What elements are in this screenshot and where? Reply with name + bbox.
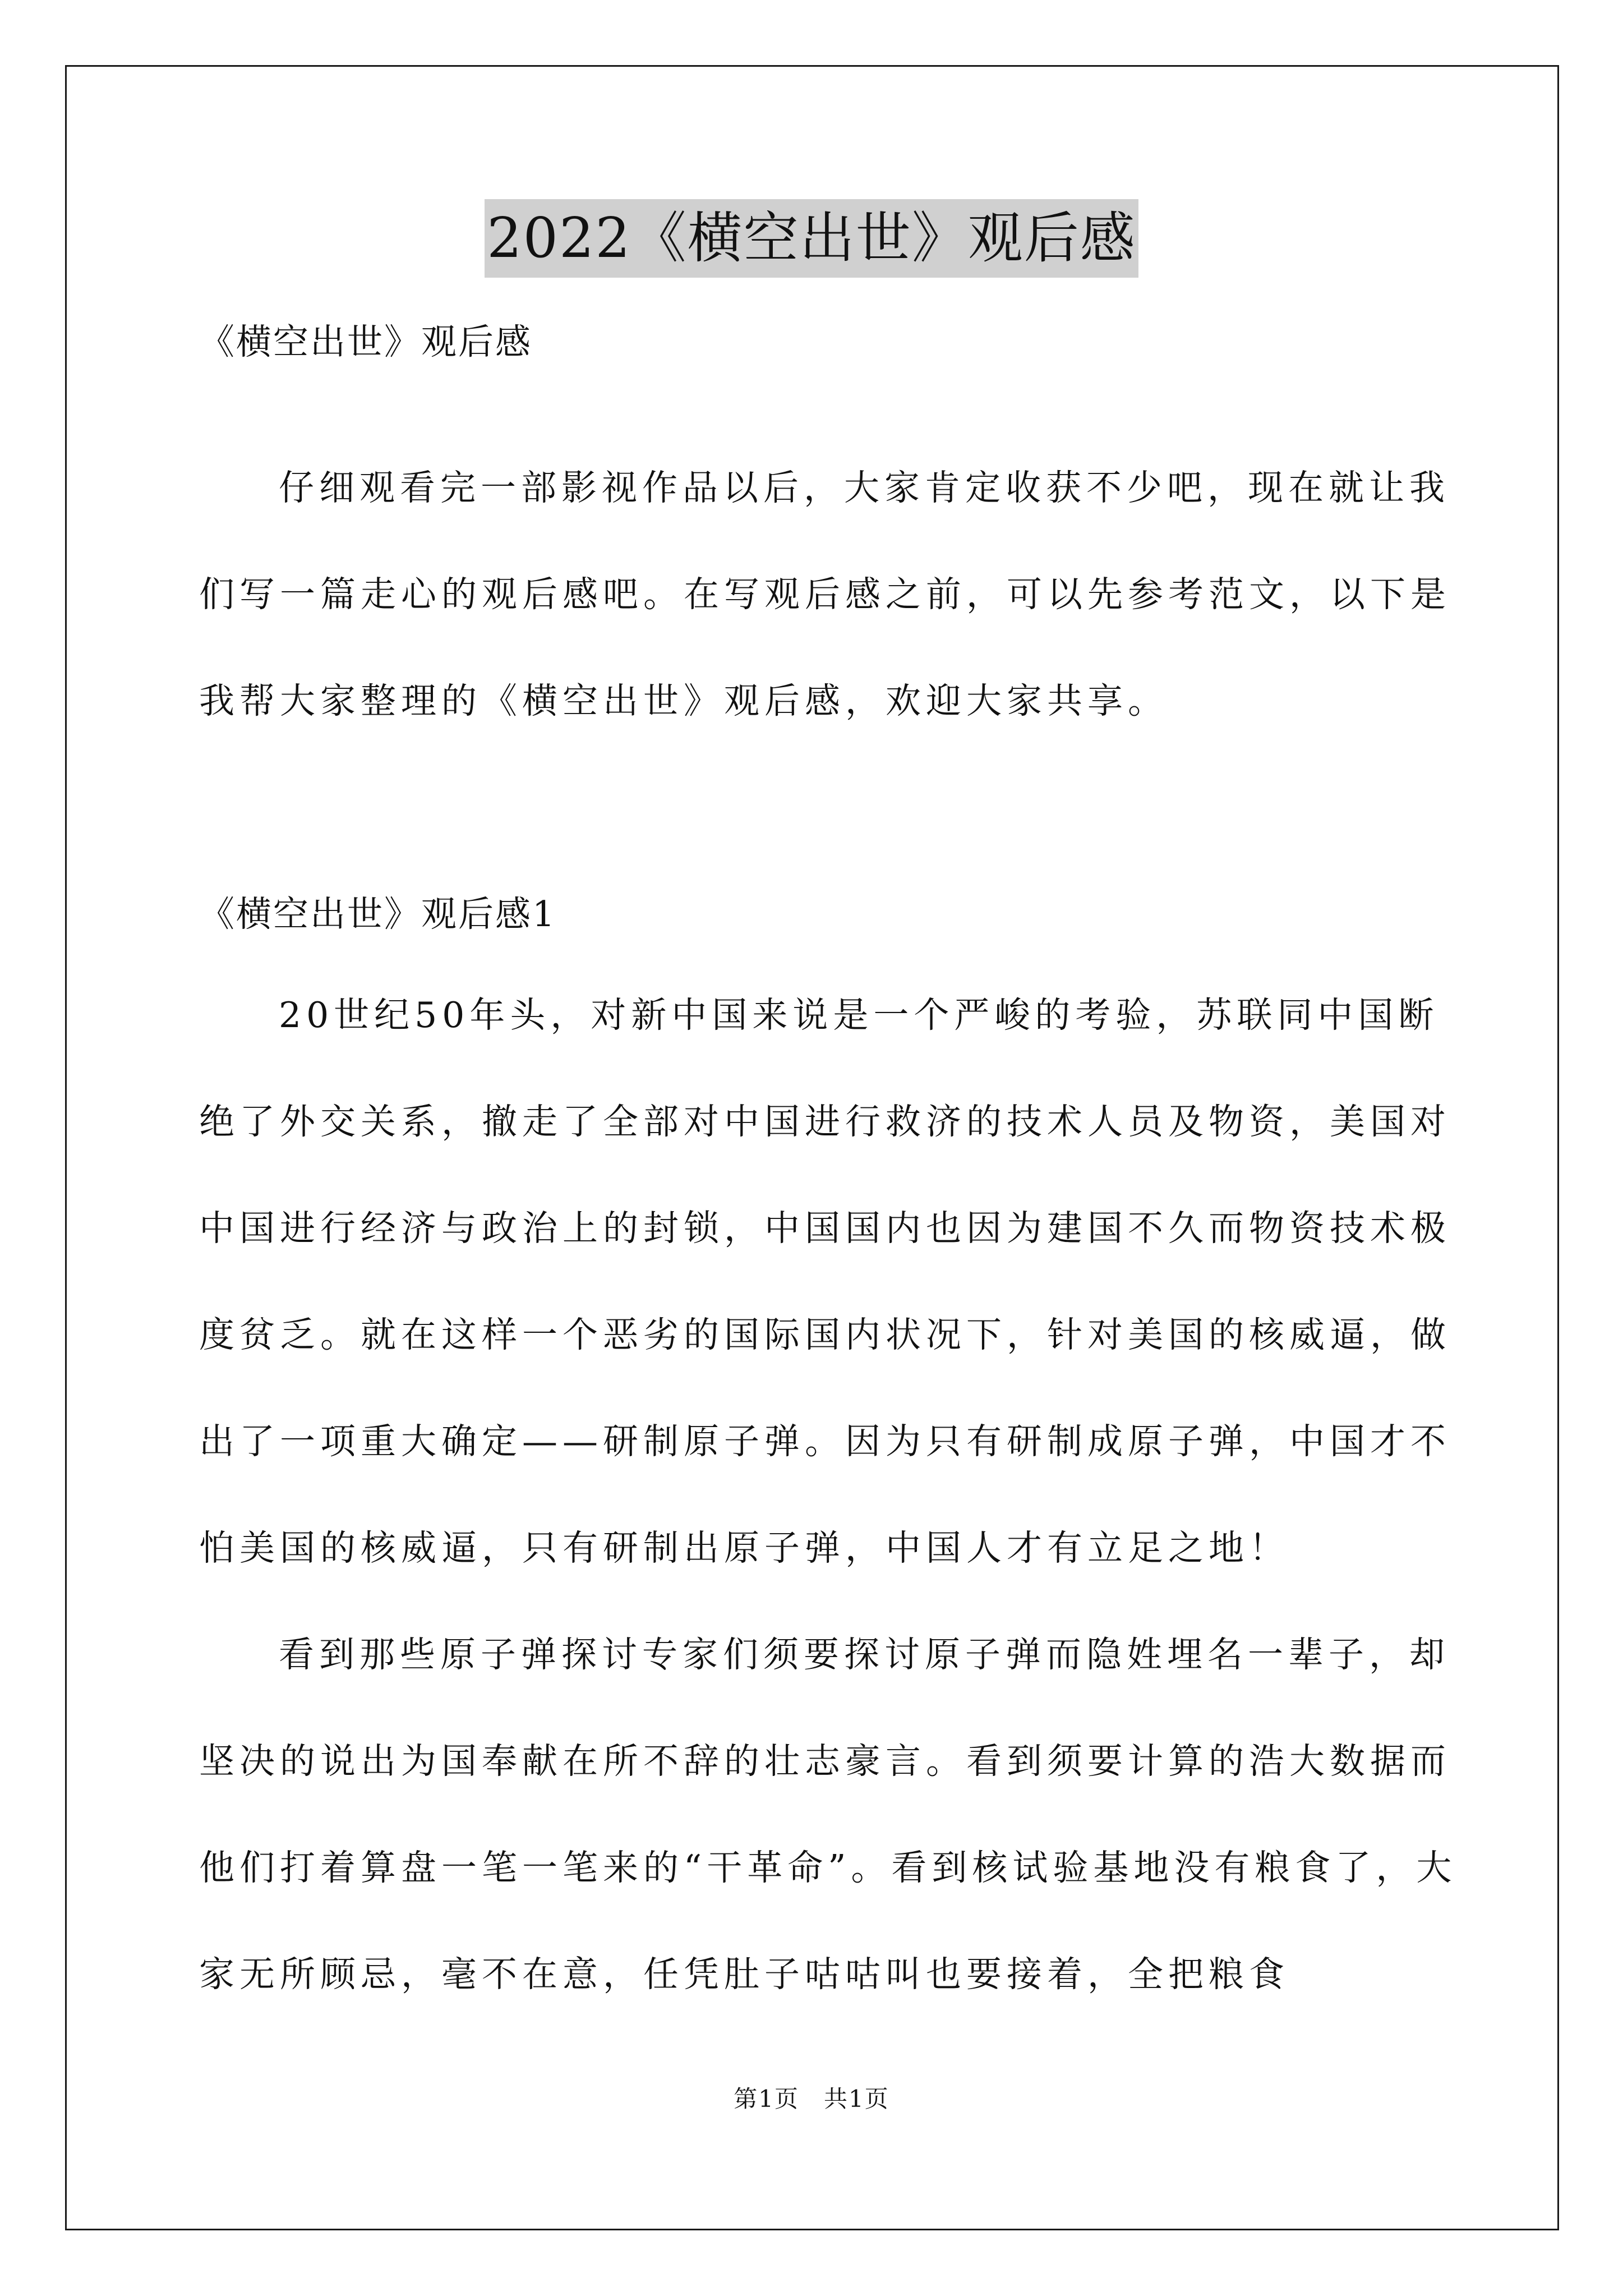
subtitle: 《横空出世》观后感 — [199, 321, 532, 362]
section-heading: 《横空出世》观后感1 — [199, 894, 557, 935]
page-number: 第1页 共1页 — [734, 2085, 889, 2113]
body-paragraph-1: 20世纪50年头，对新中国来说是一个严峻的考验，苏联同中国断绝了外交关系，撤走了全部对中国进行救济的技术人员及物资，美国对中国进行经济与政治上的封锁，中国国内也因为建国不久而物资技术极度贫乏。就在这样一个恶劣的国际国内状况下，针对美国的核威逼，做出了一项重大确定——研制原子弹。因为只有研制成原子弹，中国才不怕美国的核威逼，只有研制出原子弹，中国人才有立足之地！ — [199, 995, 1451, 1568]
body-paragraph-2: 看到那些原子弹探讨专家们须要探讨原子弹而隐姓埋名一辈子，却坚决的说出为国奉献在所不辞的壮志豪言。看到须要计算的浩大数据而他们打着算盘一笔一笔来的“干革命”。看到核试验基地没有粮食了，大家无所顾忌，毫不在意，任凭肚子咕咕叫也要接着，全把粮食 — [199, 1634, 1457, 1995]
title-container — [0, 199, 1623, 278]
document-title: 2022《横空出世》观后感 — [485, 199, 1138, 278]
intro-paragraph: 仔细观看完一部影视作品以后，大家肯定收获不少吧，现在就让我们写一篇走心的观后感吧。在写观后感之前，可以先参考范文，以下是我帮大家整理的《横空出世》观后感，欢迎大家共享。 — [199, 467, 1451, 721]
